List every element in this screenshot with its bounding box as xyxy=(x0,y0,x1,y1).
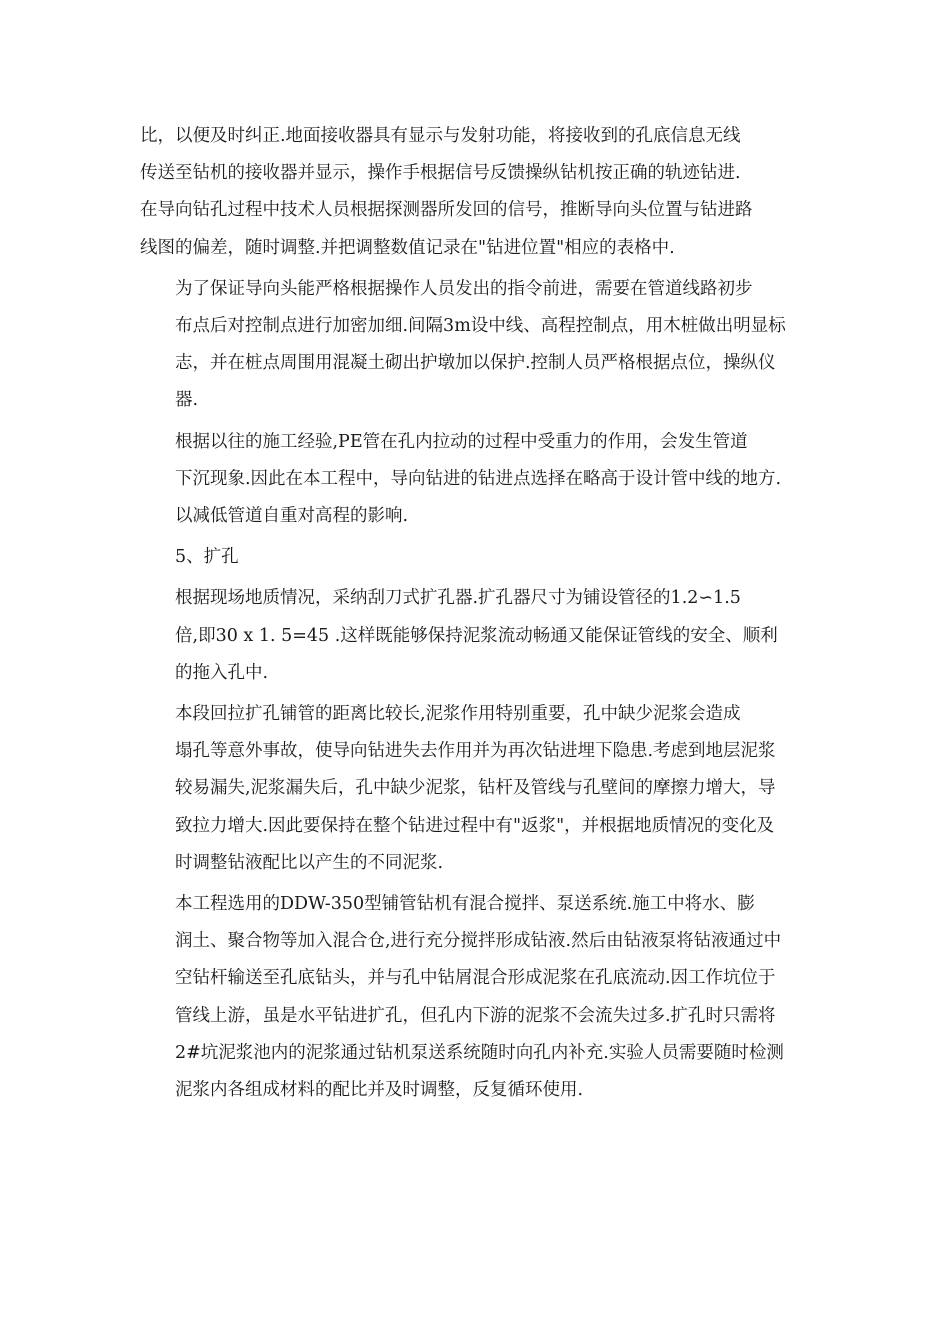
text-line: 时调整钻液配比以产生的不同泥浆. xyxy=(175,852,444,873)
text-line: 管线上游，虽是水平钻进扩孔，但孔内下游的泥浆不会流失过多.扩孔时只需将 xyxy=(175,1005,776,1026)
text-line: 塌孔等意外事故，使导向钻进失去作用并为再次钻进埋下隐患.考虑到地层泥浆 xyxy=(175,741,776,762)
text-line: 下沉现象.因此在本工程中，导向钻进的钻进点选择在略高于设计管中线的地方. xyxy=(175,468,782,489)
paragraph xyxy=(140,580,812,692)
text-line: 以减低管道自重对高程的影响. xyxy=(175,506,409,527)
text-line: 为了保证导向头能严格根据操作人员发出的指令前进，需要在管道线路初步 xyxy=(175,278,753,299)
paragraph xyxy=(140,696,812,882)
text-line: 根据以往的施工经验,PE管在孔内拉动的过程中受重力的作用，会发生管道 xyxy=(175,431,748,452)
paragraph xyxy=(140,886,812,1109)
text-line: 线图的偏差，随时调整.并把调整数值记录在"钻进位置"相应的表格中. xyxy=(140,237,675,258)
text-line: 润土、聚合物等加入混合仓,进行充分搅拌形成钻液.然后由钻液泵将钻液通过中 xyxy=(175,931,782,952)
text-line: 2#坑泥浆池内的泥浆通过钻机泵送系统随时向孔内补充.实验人员需要随时检测 xyxy=(175,1042,784,1063)
text-line: 根据现场地质情况，采纳刮刀式扩孔器.扩孔器尺寸为铺设管径的1.2∽1.5 xyxy=(175,588,741,609)
text-line: 在导向钻孔过程中技术人员根据探测器所发回的信号，推断导向头位置与钻进路 xyxy=(140,200,753,221)
text-line: 的拖入孔中. xyxy=(175,662,269,683)
paragraph xyxy=(140,118,812,267)
text-line: 本工程选用的DDW-350型铺管钻机有混合搅拌、泵送系统.施工中将水、膨 xyxy=(175,894,755,915)
document-body xyxy=(140,118,812,1113)
paragraph xyxy=(140,539,812,576)
text-line: 比，以便及时纠正.地面接收器具有显示与发射功能，将接收到的孔底信息无线 xyxy=(140,126,741,146)
text-line: 5、扩孔 xyxy=(175,547,239,568)
paragraph xyxy=(140,271,812,420)
text-line: 本段回拉扩孔铺管的距离比较长,泥浆作用特别重要，孔中缺少泥浆会造成 xyxy=(175,704,741,725)
text-line: 器. xyxy=(175,390,199,411)
text-line: 致拉力增大.因此要保持在整个钻进过程中有"返浆"，并根据地质情况的变化及 xyxy=(175,815,775,836)
text-line: 泥浆内各组成材料的配比并及时调整，反复循环使用. xyxy=(175,1080,584,1101)
text-line: 志，并在桩点周围用混凝土砌出护墩加以保护.控制人员严格根据点位，操纵仪 xyxy=(175,353,776,374)
text-line: 较易漏失,泥浆漏失后，孔中缺少泥浆，钻杆及管线与孔壁间的摩擦力增大，导 xyxy=(175,778,776,799)
text-line: 布点后对控制点进行加密加细.间隔3m设中线、高程控制点，用木桩做出明显标 xyxy=(175,316,786,337)
text-line: 空钻杆输送至孔底钻头，并与孔中钻屑混合形成泥浆在孔底流动.因工作坑位于 xyxy=(175,968,776,989)
text-line: 传送至钻机的接收器并显示，操作手根据信号反馈操纵钻机按正确的轨迹钻进. xyxy=(140,163,741,184)
paragraph xyxy=(140,424,812,536)
text-line: 倍,即30 x 1. 5=45 .这样既能够保持泥浆流动畅通又能保证管线的安全、顺利 xyxy=(175,625,778,646)
